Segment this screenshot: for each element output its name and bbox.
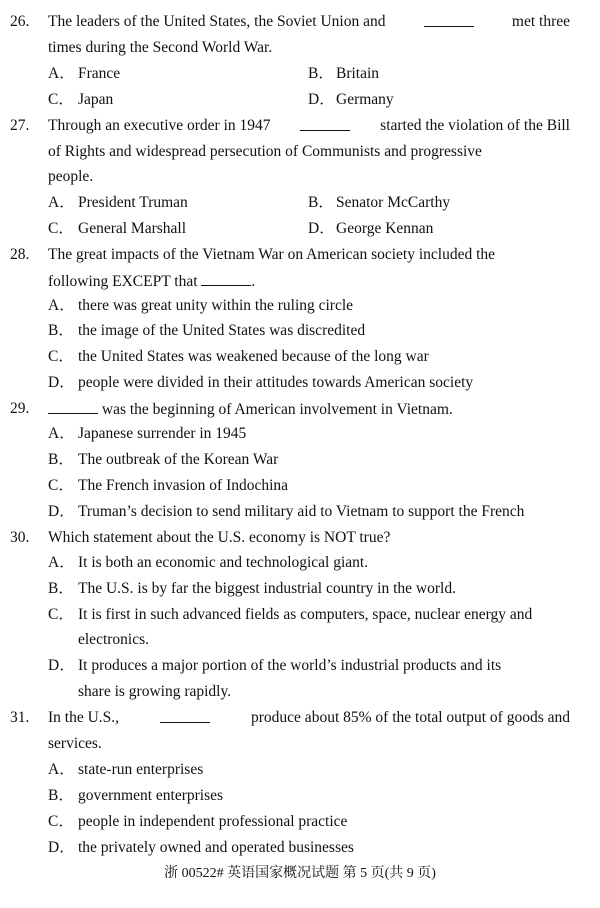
question-number: 26. <box>10 13 30 30</box>
option-text: state-run enterprises <box>78 761 204 778</box>
option-letter: A． <box>48 65 75 82</box>
option-text: the United States was weakened because of the long war <box>78 348 429 365</box>
option-letter: C． <box>48 91 74 108</box>
option-letter: A． <box>48 761 75 778</box>
option-letter: B． <box>48 580 74 597</box>
question-text: produce about 85% of the total output of goods and <box>251 709 570 726</box>
question-text: of Rights and widespread persecution of Communists and progressive <box>48 143 482 160</box>
option-text: It is first in such advanced fields as computers, space, nuclear energy and <box>78 606 533 623</box>
option-text: Truman’s decision to send military aid to Vietnam to support the French <box>78 503 525 520</box>
question-line <box>48 708 570 728</box>
question-text: services. <box>48 735 102 752</box>
option-letter: A． <box>48 194 75 211</box>
question-line <box>48 12 570 32</box>
question-text: met three <box>511 13 570 30</box>
option-text: It is both an economic and technological giant. <box>78 554 369 571</box>
option-letter: C． <box>48 813 74 830</box>
answer-blank <box>201 271 251 286</box>
question-text: Which statement about the U.S. economy is NOT true? <box>48 529 391 546</box>
question-text: Through an executive order in 1947 <box>48 117 271 134</box>
option-text: Japan <box>78 91 114 108</box>
question-text: The great impacts of the Vietnam War on American society included the <box>48 246 496 263</box>
option-text: The U.S. is by far the biggest industrial country in the world. <box>78 580 456 597</box>
question-text: The leaders of the United States, the Soviet Union and <box>48 13 386 30</box>
option-letter: C． <box>48 220 74 237</box>
option-text: share is growing rapidly. <box>78 683 232 700</box>
option-text: Germany <box>336 91 394 108</box>
option-letter: D． <box>48 839 75 856</box>
option-text: Senator McCarthy <box>336 194 451 211</box>
question-number: 28. <box>10 246 30 263</box>
option-letter: C． <box>48 477 74 494</box>
option-text: France <box>78 65 121 82</box>
question-text: following EXCEPT that <box>48 273 198 290</box>
question-text: times during the Second World War. <box>48 39 273 56</box>
option-letter: A． <box>48 554 75 571</box>
option-letter: B． <box>48 451 74 468</box>
option-text: General Marshall <box>78 220 187 237</box>
option-text: President Truman <box>78 194 188 211</box>
option-text: The French invasion of Indochina <box>78 477 289 494</box>
option-text: the privately owned and operated businesses <box>78 839 354 856</box>
question-line <box>48 116 570 136</box>
option-letter: A． <box>48 297 75 314</box>
option-letter: A． <box>48 425 75 442</box>
option-letter: D． <box>308 91 335 108</box>
question-number: 27. <box>10 117 30 134</box>
option-text: there was great unity within the ruling circle <box>78 297 354 314</box>
option-text: It produces a major portion of the world’s industrial products and its <box>78 657 502 674</box>
question-text: In the U.S., <box>48 709 120 726</box>
question-text: started the violation of the Bill <box>380 117 570 134</box>
option-letter: D． <box>48 374 75 391</box>
option-letter: C． <box>48 348 74 365</box>
option-letter: B． <box>48 322 74 339</box>
question-number: 31. <box>10 709 30 726</box>
option-text: Japanese surrender in 1945 <box>78 425 247 442</box>
option-text: The outbreak of the Korean War <box>78 451 279 468</box>
option-text: Britain <box>336 65 380 82</box>
option-text: people in independent professional practice <box>78 813 348 830</box>
page-footer: 浙 00522# 英语国家概况试题 第 5 页(共 9 页) <box>164 866 436 881</box>
question-number: 29. <box>10 400 30 417</box>
option-letter: D． <box>48 657 75 674</box>
option-text: people were divided in their attitudes towards American society <box>78 374 474 391</box>
question-text: was the beginning of American involvement in Vietnam. <box>101 401 453 418</box>
option-text: the image of the United States was discredited <box>78 322 366 339</box>
option-letter: D． <box>308 220 335 237</box>
option-letter: C． <box>48 606 74 623</box>
option-letter: B． <box>48 787 74 804</box>
answer-blank <box>424 12 474 27</box>
question-line <box>48 399 453 420</box>
option-letter: B． <box>308 65 334 82</box>
question-text: people. <box>48 168 94 185</box>
answer-blank <box>160 708 210 723</box>
option-letter: B． <box>308 194 334 211</box>
question-line <box>48 271 255 292</box>
option-text: government enterprises <box>78 787 224 804</box>
answer-blank <box>48 399 98 414</box>
answer-blank <box>300 116 350 131</box>
question-number: 30. <box>10 529 30 546</box>
option-text: electronics. <box>78 631 150 648</box>
option-letter: D． <box>48 503 75 520</box>
option-text: George Kennan <box>336 220 434 237</box>
question-text: . <box>251 273 256 290</box>
